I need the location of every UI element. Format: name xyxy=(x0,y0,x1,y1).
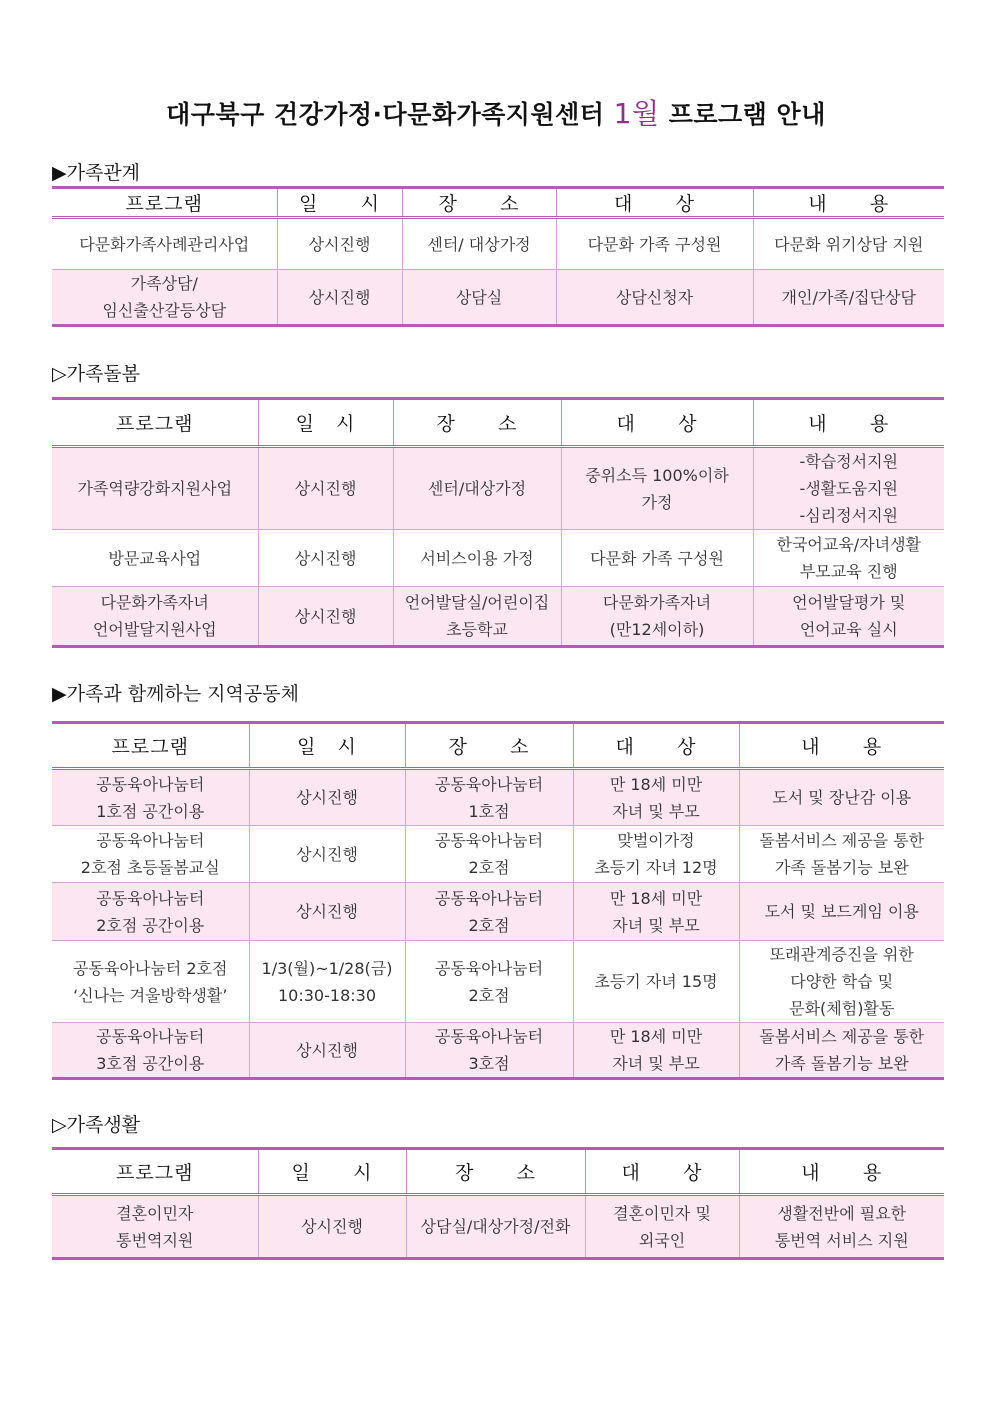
cell-schedule: 상시진행 xyxy=(249,1023,405,1079)
cell-target: 만 18세 미만 자녀 및 부모 xyxy=(573,769,739,826)
header-program: 프로그램 xyxy=(52,723,249,769)
cell-content: 돌봄서비스 제공을 통한 가족 돌봄기능 보완 xyxy=(739,1023,944,1079)
cell-schedule: 상시진행 xyxy=(258,447,393,530)
cell-schedule: 상시진행 xyxy=(258,1195,406,1259)
table-family-relations xyxy=(52,186,944,327)
section-heading-community: ▶가족과 함께하는 지역공동체 xyxy=(52,683,299,705)
title-suffix: 프로그램 안내 xyxy=(668,100,826,129)
header-program: 프로그램 xyxy=(52,188,277,218)
cell-place: 센터/대상가정 xyxy=(393,447,561,530)
header-target: 대 상 xyxy=(556,188,753,218)
table-header-row xyxy=(52,723,944,769)
cell-content: 생활전반에 필요한 통번역 서비스 지원 xyxy=(739,1195,944,1259)
cell-content: 도서 및 보드게임 이용 xyxy=(739,883,944,941)
cell-place: 센터/ 대상가정 xyxy=(402,218,556,270)
cell-schedule: 상시진행 xyxy=(249,883,405,941)
table-header-row xyxy=(52,1149,944,1195)
table-family-care xyxy=(52,397,944,648)
header-content: 내 용 xyxy=(739,723,944,769)
cell-schedule: 상시진행 xyxy=(277,270,402,326)
cell-place: 공동육아나눔터 2호점 xyxy=(405,941,573,1023)
cell-content: 언어발달평가 및 언어교육 실시 xyxy=(753,587,944,647)
table-row xyxy=(52,883,944,941)
cell-target: 초등기 자녀 15명 xyxy=(573,941,739,1023)
cell-program: 결혼이민자 통번역지원 xyxy=(52,1195,258,1259)
cell-program: 공동육아나눔터 1호점 공간이용 xyxy=(52,769,249,826)
cell-target: 결혼이민자 및 외국인 xyxy=(585,1195,739,1259)
table-row xyxy=(52,587,944,647)
cell-place: 공동육아나눔터 2호점 xyxy=(405,883,573,941)
table-row xyxy=(52,941,944,1023)
cell-place: 언어발달실/어린이집 초등학교 xyxy=(393,587,561,647)
cell-program: 공동육아나눔터 2호점 초등돌봄교실 xyxy=(52,826,249,883)
cell-program: 방문교육사업 xyxy=(52,530,258,587)
cell-program: 가족역량강화지원사업 xyxy=(52,447,258,530)
cell-schedule: 상시진행 xyxy=(277,218,402,270)
cell-program: 공동육아나눔터 2호점 공간이용 xyxy=(52,883,249,941)
cell-place: 서비스이용 가정 xyxy=(393,530,561,587)
cell-place: 공동육아나눔터 1호점 xyxy=(405,769,573,826)
cell-target: 맞벌이가정 초등기 자녀 12명 xyxy=(573,826,739,883)
cell-target: 중위소득 100%이하 가정 xyxy=(561,447,753,530)
cell-schedule: 상시진행 xyxy=(258,530,393,587)
header-content: 내 용 xyxy=(739,1149,944,1195)
header-place: 장 소 xyxy=(402,188,556,218)
cell-target: 만 18세 미만 자녀 및 부모 xyxy=(573,1023,739,1079)
table-row xyxy=(52,447,944,530)
cell-content: 개인/가족/집단상담 xyxy=(753,270,944,326)
header-schedule: 일 시 xyxy=(258,1149,406,1195)
table-community xyxy=(52,721,944,1080)
cell-program: 가족상담/ 임신출산갈등상담 xyxy=(52,270,277,326)
cell-content: 도서 및 장난감 이용 xyxy=(739,769,944,826)
header-target: 대 상 xyxy=(573,723,739,769)
cell-content: 다문화 위기상담 지원 xyxy=(753,218,944,270)
cell-schedule: 상시진행 xyxy=(249,769,405,826)
cell-place: 상담실 xyxy=(402,270,556,326)
cell-content: -학습정서지원 -생활도움지원 -심리정서지원 xyxy=(753,447,944,530)
header-schedule: 일 시 xyxy=(277,188,402,218)
header-content: 내 용 xyxy=(753,399,944,447)
table-row xyxy=(52,1195,944,1259)
header-program: 프로그램 xyxy=(52,1149,258,1195)
cell-place: 공동육아나눔터 3호점 xyxy=(405,1023,573,1079)
cell-content: 돌봄서비스 제공을 통한 가족 돌봄기능 보완 xyxy=(739,826,944,883)
table-header-row xyxy=(52,188,944,218)
header-target: 대 상 xyxy=(585,1149,739,1195)
table-row xyxy=(52,826,944,883)
cell-program: 다문화가족사례관리사업 xyxy=(52,218,277,270)
header-schedule: 일 시 xyxy=(249,723,405,769)
table-row xyxy=(52,530,944,587)
header-content: 내 용 xyxy=(753,188,944,218)
page-title xyxy=(0,92,992,132)
cell-schedule: 상시진행 xyxy=(249,826,405,883)
section-heading-family-relations: ▶가족관계 xyxy=(52,162,141,184)
cell-target: 상담신청자 xyxy=(556,270,753,326)
cell-program: 다문화가족자녀 언어발달지원사업 xyxy=(52,587,258,647)
section-heading-family-care: ▷가족돌봄 xyxy=(52,363,141,385)
table-row xyxy=(52,270,944,326)
cell-target: 만 18세 미만 자녀 및 부모 xyxy=(573,883,739,941)
table-row xyxy=(52,1023,944,1079)
header-program: 프로그램 xyxy=(52,399,258,447)
table-header-row xyxy=(52,399,944,447)
title-prefix: 대구북구 건강가정·다문화가족지원센터 xyxy=(166,100,605,129)
section-heading-family-life: ▷가족생활 xyxy=(52,1114,141,1136)
cell-place: 공동육아나눔터 2호점 xyxy=(405,826,573,883)
cell-target: 다문화 가족 구성원 xyxy=(561,530,753,587)
header-schedule: 일 시 xyxy=(258,399,393,447)
title-month: 1월 xyxy=(613,97,660,130)
header-place: 장 소 xyxy=(393,399,561,447)
table-family-life xyxy=(52,1147,944,1260)
cell-target: 다문화가족자녀 (만12세이하) xyxy=(561,587,753,647)
cell-content: 또래관계증진을 위한 다양한 학습 및 문화(체험)활동 xyxy=(739,941,944,1023)
cell-place: 상담실/대상가정/전화 xyxy=(406,1195,585,1259)
cell-schedule: 상시진행 xyxy=(258,587,393,647)
header-place: 장 소 xyxy=(405,723,573,769)
table-row xyxy=(52,769,944,826)
cell-content: 한국어교육/자녀생활 부모교육 진행 xyxy=(753,530,944,587)
cell-schedule: 1/3(월)~1/28(금) 10:30-18:30 xyxy=(249,941,405,1023)
table-row xyxy=(52,218,944,270)
cell-program: 공동육아나눔터 2호점 ‘신나는 겨울방학생활’ xyxy=(52,941,249,1023)
cell-program: 공동육아나눔터 3호점 공간이용 xyxy=(52,1023,249,1079)
header-place: 장 소 xyxy=(406,1149,585,1195)
header-target: 대 상 xyxy=(561,399,753,447)
cell-target: 다문화 가족 구성원 xyxy=(556,218,753,270)
